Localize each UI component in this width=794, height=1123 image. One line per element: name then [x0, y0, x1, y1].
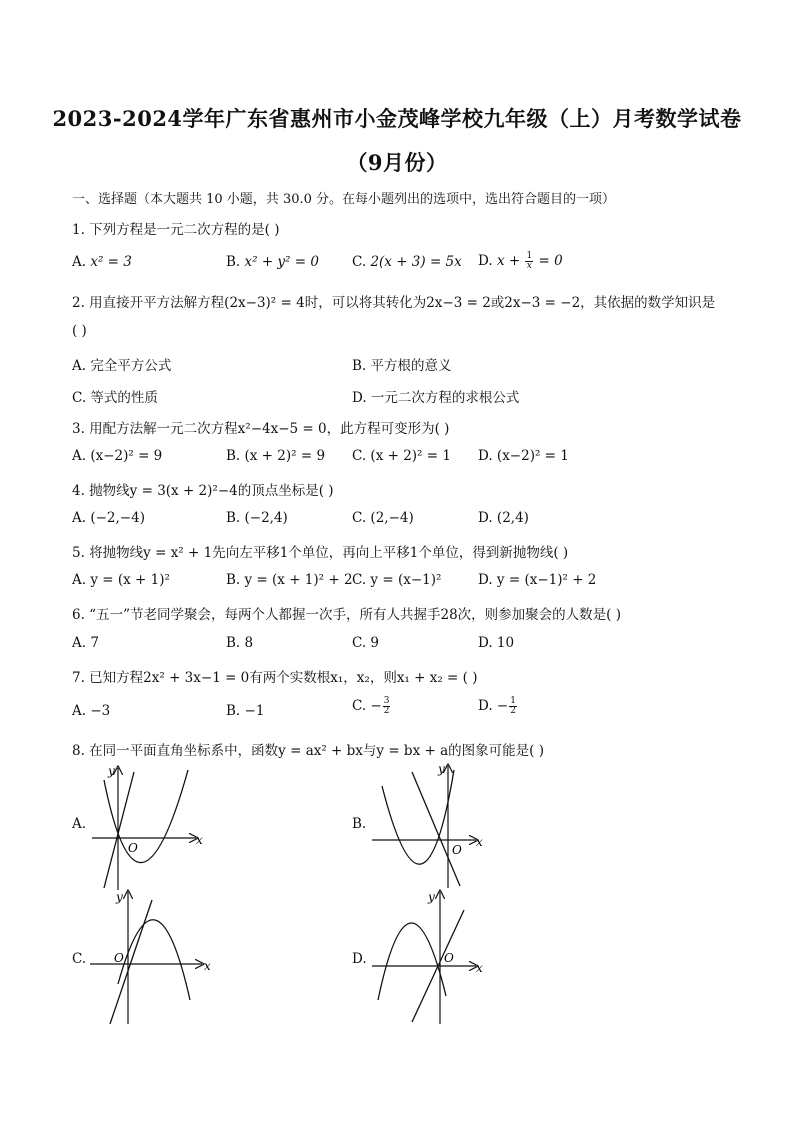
straight-line: [104, 772, 134, 888]
question-4-option-c: C. (2,−4): [352, 510, 414, 526]
fraction-numerator: 3: [383, 696, 390, 706]
option-math: x² = 3: [90, 254, 132, 270]
question-5-option-c: C. y = (x−1)²: [352, 572, 442, 588]
question-2-option-d: D. 一元二次方程的求根公式: [352, 390, 520, 406]
question-1-option-d: [478, 252, 563, 271]
option-label: D.: [478, 253, 497, 269]
question-5-option-b: B. y = (x + 1)² + 2: [226, 572, 353, 588]
graph-a-label: A.: [72, 816, 87, 832]
option-math: 2(x + 3) = 5x: [370, 254, 462, 270]
option-math: x² + y² = 0: [244, 254, 319, 270]
parabola-curve: [118, 920, 190, 1000]
question-7-option-a: A. −3: [72, 703, 111, 719]
graph-b: [368, 760, 498, 895]
y-axis-label: y: [116, 890, 123, 904]
option-label: B.: [226, 254, 245, 270]
question-3-option-c: C. (x + 2)² = 1: [352, 448, 451, 464]
graph-c-label: C.: [72, 951, 87, 967]
origin-label: O: [114, 951, 124, 965]
option-math-post: = 0: [534, 253, 563, 269]
question-7-option-b: B. −1: [226, 703, 265, 719]
option-label: C. −: [352, 698, 382, 714]
question-6-option-c: C. 9: [352, 635, 380, 651]
graph-d-label: D.: [352, 951, 367, 967]
question-4-stem: 4. 抛物线y = 3(x + 2)²−4的顶点坐标是( ): [72, 483, 334, 499]
question-4-option-b: B. (−2,4): [226, 510, 288, 526]
option-label: D. −: [478, 698, 509, 714]
question-8-stem: 8. 在同一平面直角坐标系中，函数y = ax² + bx与y = bx + a的图象可能是( ): [72, 743, 544, 759]
graph-d: [368, 888, 498, 1028]
question-4-option-a: A. (−2,−4): [72, 510, 145, 526]
question-3-stem: 3. 用配方法解一元二次方程x²−4x−5 = 0，此方程可变形为( ): [72, 421, 450, 437]
parabola-curve: [378, 923, 446, 1000]
option-math-pre: x +: [496, 253, 525, 269]
question-5-option-d: D. y = (x−1)² + 2: [478, 572, 597, 588]
page-subtitle: （9月份）: [346, 150, 448, 175]
parabola-curve: [104, 770, 188, 863]
x-axis-label: x: [196, 833, 203, 847]
question-2-stem: 2. 用直接开平方法解方程(2x−3)² = 4时，可以将其转化为2x−3 = 2或2x−3 = −2，其依据的数学知识是: [72, 295, 716, 311]
origin-label: O: [452, 843, 462, 857]
graph-c: [86, 888, 216, 1028]
y-axis-label: y: [108, 764, 115, 778]
graph-a: [86, 760, 216, 895]
page-title: 2023-2024学年广东省惠州市小金茂峰学校九年级（上）月考数学试卷: [52, 106, 742, 131]
origin-label: O: [444, 951, 454, 965]
fraction-denominator: 2: [383, 706, 390, 716]
y-axis-label: y: [438, 762, 445, 776]
fraction: [509, 697, 517, 716]
question-7-option-d: [478, 697, 518, 716]
parabola-curve: [382, 770, 454, 864]
fraction: [383, 697, 391, 716]
question-6-option-b: B. 8: [226, 635, 254, 651]
question-5-stem: 5. 将抛物线y = x² + 1先向左平移1个单位，再向上平移1个单位，得到新抛物线( ): [72, 545, 569, 561]
question-6-option-a: A. 7: [72, 635, 99, 651]
question-3-option-d: D. (x−2)² = 1: [478, 448, 569, 464]
question-5-option-a: A. y = (x + 1)²: [72, 572, 170, 588]
question-1-option-b: [226, 254, 319, 270]
question-2-option-b: B. 平方根的意义: [352, 358, 452, 374]
fraction-denominator: 2: [510, 706, 516, 716]
section-header: 一、选择题（本大题共 10 小题，共 30.0 分。在每小题列出的选项中，选出符合题目的一项）: [72, 192, 616, 207]
question-7-option-c: [352, 697, 391, 716]
x-axis-label: x: [476, 961, 483, 975]
x-axis-label: x: [204, 959, 211, 973]
question-7-stem: 7. 已知方程2x² + 3x−1 = 0有两个实数根x₁，x₂，则x₁ + x₂ = ( ): [72, 670, 478, 686]
graph-b-label: B.: [352, 816, 367, 832]
straight-line: [412, 772, 460, 886]
option-label: A.: [72, 254, 91, 270]
fraction-denominator: x: [526, 261, 532, 271]
question-6-option-d: D. 10: [478, 635, 515, 651]
question-1-option-c: [352, 254, 462, 270]
x-axis-label: x: [476, 835, 483, 849]
y-axis-label: y: [428, 890, 435, 904]
origin-label: O: [128, 841, 138, 855]
question-2-stem-cont: ( ): [72, 323, 87, 339]
fraction: [525, 252, 533, 271]
question-3-option-a: A. (x−2)² = 9: [72, 448, 163, 464]
fraction-numerator: 1: [526, 251, 533, 261]
question-4-option-d: D. (2,4): [478, 510, 529, 526]
question-3-option-b: B. (x + 2)² = 9: [226, 448, 326, 464]
question-2-option-c: C. 等式的性质: [72, 390, 158, 406]
question-1-option-a: [72, 254, 132, 270]
question-2-option-a: A. 完全平方公式: [72, 358, 172, 374]
fraction-numerator: 1: [510, 696, 516, 706]
question-6-stem: 6. “五一”节老同学聚会，每两个人都握一次手，所有人共握手28次，则参加聚会的人数是( ): [72, 607, 621, 623]
option-label: C.: [352, 254, 371, 270]
question-1-stem: 1. 下列方程是一元二次方程的是( ): [72, 222, 280, 238]
